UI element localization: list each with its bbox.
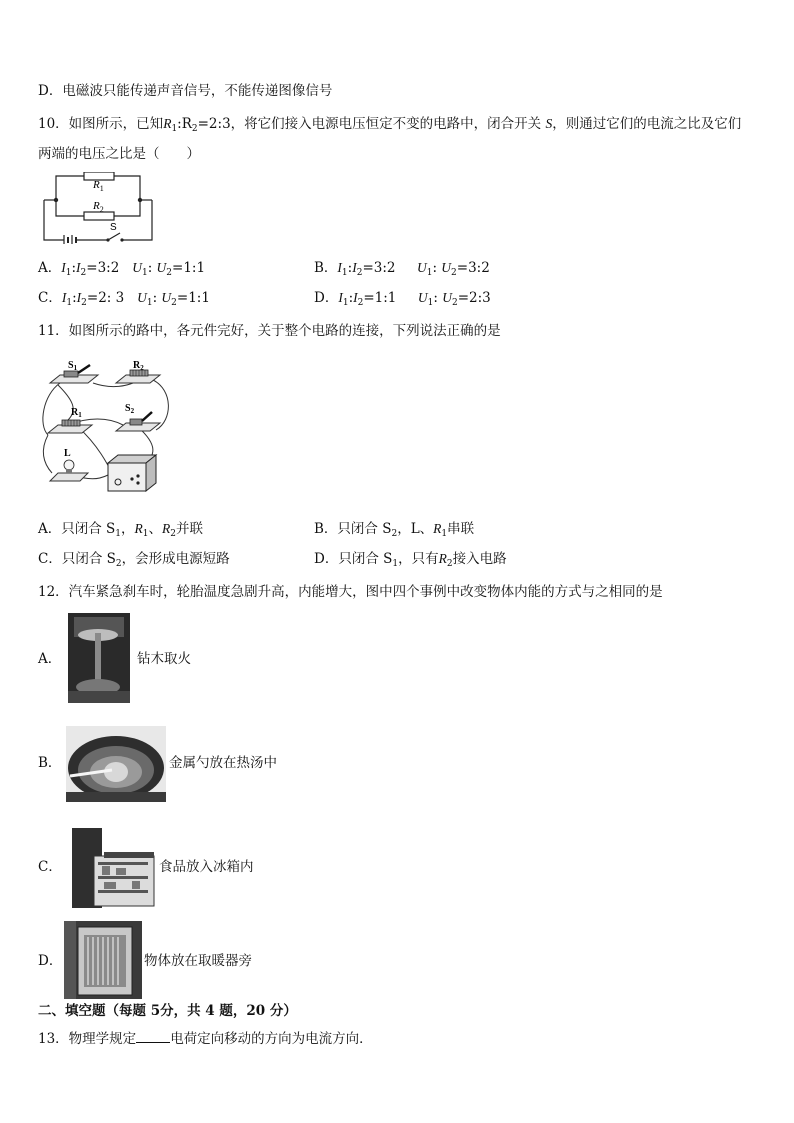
q12-option-a-image xyxy=(68,613,130,703)
q10-switch-var: S xyxy=(545,116,553,131)
q10-option-c: C．$I_1:I_2=2$: 3 $U_1$: $U_2=1:1$ xyxy=(38,290,210,308)
q10-stem-part-a: 10．如图所示，已知 xyxy=(38,116,164,132)
q12-option-d-letter: D． xyxy=(38,953,63,969)
q11-option-c: C．只闭合 $S_2$，会形成电源短路 xyxy=(38,551,230,569)
q13-stem-post: 电荷定向移动的方向为电流方向． xyxy=(170,1031,373,1047)
q11-stem: 11．如图所示的路中，各元件完好，关于整个电路的连接，下列说法正确的是 xyxy=(38,323,501,339)
q10-stem-line1: 10．如图所示，已知$R_1:R_2=2:3$，将它们接入电源电压恒定不变的电路中，闭合开关 S，则通过它们的电流之比及它们 xyxy=(38,116,742,134)
q12-option-c-letter: C． xyxy=(38,859,62,875)
q12-option-b-letter: B． xyxy=(38,755,62,771)
q11-lamp-board xyxy=(50,473,88,481)
q9-option-d: D．电磁波只能传递声音信号，不能传递图像信号 xyxy=(38,83,333,99)
q10-stem-part-b: ，将它们接入电源电压恒定不变的电路中，闭合开关 xyxy=(230,116,542,132)
q10-option-d: D．$I_1:I_2=1:1$ $U_1$: $U_2=2:3$ xyxy=(314,290,491,308)
q12-stem: 12．汽车紧急刹车时，轮胎温度急剧升高，内能增大，图中四个事例中改变物体内能的方式与之相同的是 xyxy=(38,584,663,600)
q11-label-r1: $R_1$ xyxy=(71,407,82,419)
section-heading: 二、填空题（每题 5分，共 4 题，20 分） xyxy=(38,1003,297,1019)
q10-circuit-diagram xyxy=(38,172,158,244)
q11-label-s1: $S_1$ xyxy=(68,360,78,372)
q10-label-r2: $R_2$ xyxy=(93,200,104,214)
q10-ratio-sep: :R xyxy=(177,116,192,132)
q11-power-supply xyxy=(108,463,146,491)
q12-option-d-caption: 物体放在取暖器旁 xyxy=(144,953,252,969)
q10-option-a: A．$I_1:I_2=3:2$ $U_1$: $U_2=1:1$ xyxy=(38,260,206,278)
q12-option-b-image xyxy=(66,726,166,802)
q11-option-b: B．只闭合 $S_2$，L、$R_1$串联 xyxy=(314,521,475,539)
q12-option-a-letter: A． xyxy=(38,651,62,667)
q11-wiring-diagram xyxy=(38,355,173,495)
q13-answer-blank[interactable] xyxy=(136,1030,170,1043)
q11-label-l: L xyxy=(64,448,71,459)
q12-option-c-image xyxy=(70,826,156,909)
q10-ratio-value: =2:3 xyxy=(197,116,231,132)
q12-option-a-caption: 钻木取火 xyxy=(137,651,191,667)
q11-option-d: D．只闭合 $S_1$，只有$R_2$接入电路 xyxy=(314,551,507,569)
q11-option-a: A．只闭合 $S_1$，$R_1$、$R_2$并联 xyxy=(38,521,203,539)
q12-option-d-image xyxy=(64,921,142,999)
q10-option-b: B．$I_1:I_2=3:2$ $U_1$: $U_2=3:2$ xyxy=(314,260,490,278)
q10-label-s: S xyxy=(110,222,117,233)
q10-label-r1: $R_1$ xyxy=(93,179,104,193)
q12-option-b-caption: 金属勺放在热汤中 xyxy=(169,755,277,771)
q11-label-r2: $R_2$ xyxy=(133,360,144,372)
q10-stem-line2: 两端的电压之比是（ ） xyxy=(38,146,200,162)
q12-option-c-caption: 食品放入冰箱内 xyxy=(159,859,254,875)
q13-stem xyxy=(38,1030,373,1048)
q11-label-s2: $S_2$ xyxy=(125,403,135,415)
q13-stem-pre: 13．物理学规定 xyxy=(38,1031,137,1047)
q10-stem-part-c: ，则通过它们的电流之比及它们 xyxy=(552,116,742,132)
